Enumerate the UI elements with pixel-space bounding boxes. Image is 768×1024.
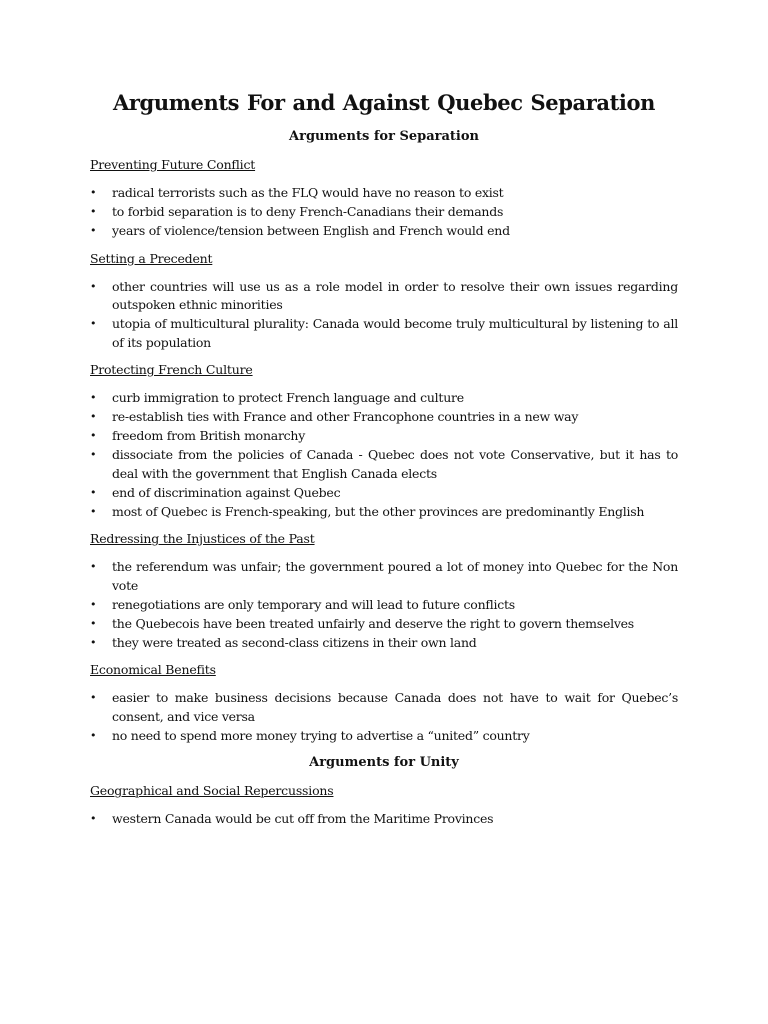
bullet-icon: •	[90, 279, 97, 293]
list-item	[90, 558, 678, 595]
bullet-list	[90, 810, 678, 829]
list-item-text: end of discrimination against Quebec	[112, 484, 341, 500]
list-item	[90, 315, 678, 352]
bullet-icon: •	[90, 186, 97, 199]
bullet-icon: •	[90, 616, 97, 630]
list-item	[90, 389, 678, 408]
bullet-icon: •	[90, 485, 97, 499]
subsection-heading: Redressing the Injustices of the Past	[90, 531, 315, 546]
list-item	[90, 810, 678, 829]
bullet-icon: •	[90, 448, 97, 461]
list-item-text: to forbid separation is to deny French-Canadians their demands	[112, 204, 504, 219]
list-item-text: the referendum was unfair; the government poured a lot of money into Quebec for the Non vote	[112, 559, 678, 593]
list-item	[90, 689, 678, 726]
section-heading: Arguments for Separation	[289, 129, 479, 144]
list-item	[90, 203, 678, 222]
document-body	[90, 129, 678, 829]
list-item-text: western Canada would be cut off from the Maritime Provinces	[112, 811, 494, 826]
list-item	[90, 222, 678, 241]
bullet-icon: •	[90, 410, 97, 423]
bullet-icon: •	[90, 812, 97, 825]
bullet-list	[90, 184, 678, 241]
list-item	[90, 446, 678, 483]
bullet-icon: •	[90, 391, 97, 404]
bullet-icon: •	[90, 560, 97, 573]
subsection-heading: Geographical and Social Repercussions	[90, 783, 334, 798]
list-item-text: radical terrorists such as the FLQ would have no reason to exist	[112, 185, 504, 200]
bullet-icon: •	[90, 691, 97, 704]
list-item-text: dissociate from the policies of Canada - Quebec does not vote Conservative, but it has to deal with the government that English Canada elects	[112, 447, 678, 481]
list-item-text: other countries will use us as a role model in order to resolve their own issues regarding outspoken ethnic minorities	[112, 278, 678, 312]
subsection-heading: Economical Benefits	[90, 662, 216, 677]
list-item	[90, 408, 678, 427]
list-item-text: curb immigration to protect French language and culture	[112, 390, 464, 405]
list-item	[90, 727, 678, 746]
list-item-text: the Quebecois have been treated unfairly and deserve the right to govern themselves	[112, 615, 634, 631]
list-item	[90, 278, 678, 315]
list-item	[90, 184, 678, 203]
bullet-list	[90, 389, 678, 521]
list-item	[90, 596, 678, 615]
list-item-text: easier to make business decisions because Canada does not have to wait for Quebec’s consent, and vice versa	[112, 690, 678, 724]
subsection-heading: Protecting French Culture	[90, 362, 253, 377]
list-item-text: freedom from British monarchy	[112, 428, 306, 443]
list-item-text: most of Quebec is French-speaking, but the other provinces are predominantly English	[112, 503, 645, 519]
list-item	[90, 615, 678, 634]
list-item-text: renegotiations are only temporary and will lead to future conflicts	[112, 596, 515, 612]
list-item-text: utopia of multicultural plurality: Canada would become truly multicultural by listening to all of its population	[112, 316, 678, 350]
bullet-icon: •	[90, 504, 97, 518]
bullet-icon: •	[90, 635, 97, 649]
bullet-icon: •	[90, 728, 97, 742]
bullet-list	[90, 558, 678, 652]
bullet-list	[90, 689, 678, 745]
list-item-text: no need to spend more money trying to advertise a “united” country	[112, 727, 530, 743]
bullet-icon: •	[90, 205, 97, 218]
bullet-icon: •	[90, 597, 97, 611]
list-item	[90, 427, 678, 446]
list-item	[90, 503, 678, 522]
list-item-text: re-establish ties with France and other Francophone countries in a new way	[112, 409, 579, 424]
list-item	[90, 484, 678, 503]
list-item-text: years of violence/tension between English and French would end	[112, 223, 510, 238]
bullet-icon: •	[90, 224, 97, 237]
document-title: Arguments For and Against Quebec Separation	[113, 90, 655, 115]
subsection-heading: Setting a Precedent	[90, 250, 213, 266]
section-heading: Arguments for Unity	[309, 755, 459, 770]
subsection-heading: Preventing Future Conflict	[90, 157, 256, 172]
bullet-list	[90, 278, 678, 353]
bullet-icon: •	[90, 429, 97, 442]
list-item-text: they were treated as second-class citizens in their own land	[112, 634, 477, 650]
bullet-icon: •	[90, 317, 97, 330]
list-item	[90, 634, 678, 653]
